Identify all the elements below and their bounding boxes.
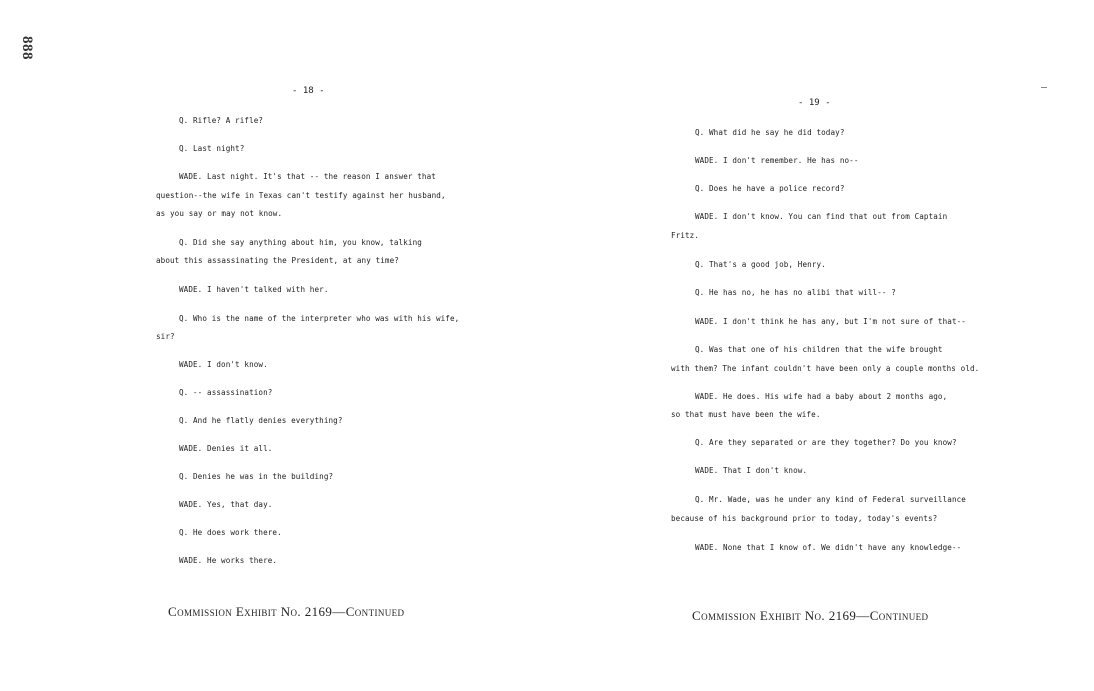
transcript-line: sir? bbox=[156, 332, 175, 341]
transcript-line: WADE. That I don't know. bbox=[695, 466, 808, 475]
transcript-line: Fritz. bbox=[671, 231, 700, 240]
transcript-line: Q. Mr. Wade, was he under any kind of Federal surveillance bbox=[695, 495, 966, 504]
transcript-line: Q. Who is the name of the interpreter who was with his wife, bbox=[179, 314, 460, 323]
transcript-line: WADE. I haven't talked with her. bbox=[179, 285, 329, 294]
transcript-line: WADE. None that I know of. We didn't have any knowledge-- bbox=[695, 543, 962, 552]
page-number: - 19 - bbox=[798, 98, 831, 108]
transcript-line: Q. What did he say he did today? bbox=[695, 128, 845, 137]
transcript-line: WADE. I don't think he has any, but I'm not sure of that-- bbox=[695, 317, 966, 326]
transcript-line: Q. He does work there. bbox=[179, 528, 282, 537]
transcript-line: WADE. He works there. bbox=[179, 556, 278, 565]
volume-page-number: 888 bbox=[19, 36, 35, 60]
transcript-line: so that must have been the wife. bbox=[671, 410, 821, 419]
transcript-line: WADE. Yes, that day. bbox=[179, 500, 273, 509]
transcript-line: WADE. He does. His wife had a baby about 2 months ago, bbox=[695, 392, 948, 401]
transcript-line: Q. Denies he was in the building? bbox=[179, 472, 334, 481]
transcript-line: Q. Does he have a police record? bbox=[695, 184, 845, 193]
scan-speck bbox=[1041, 87, 1047, 88]
transcript-line: Q. He has no, he has no alibi that will-- ? bbox=[695, 288, 896, 297]
page-number: - 18 - bbox=[292, 86, 325, 96]
transcript-line: Q. Last night? bbox=[179, 144, 245, 153]
transcript-line: Q. -- assassination? bbox=[179, 388, 273, 397]
transcript-line: WADE. Last night. It's that -- the reason I answer that bbox=[179, 172, 436, 181]
transcript-line: Q. Did she say anything about him, you know, talking bbox=[179, 238, 422, 247]
right-page bbox=[547, 0, 1094, 691]
transcript-line: Q. Was that one of his children that the wife brought bbox=[695, 345, 943, 354]
transcript-line: about this assassinating the President, at any time? bbox=[156, 256, 399, 265]
exhibit-footer bbox=[168, 604, 404, 620]
transcript-line: WADE. Denies it all. bbox=[179, 444, 273, 453]
transcript-line: question--the wife in Texas can't testify against her husband, bbox=[156, 191, 446, 200]
transcript-line: Q. Are they separated or are they together? Do you know? bbox=[695, 438, 957, 447]
transcript-line: WADE. I don't remember. He has no-- bbox=[695, 156, 859, 165]
footer-text: Commission Exhibit No. 2169—Continued bbox=[168, 604, 405, 619]
transcript-line: Q. That's a good job, Henry. bbox=[695, 260, 826, 269]
transcript-line: Q. Rifle? A rifle? bbox=[179, 116, 264, 125]
footer-text: Commission Exhibit No. 2169—Continued bbox=[692, 608, 929, 623]
transcript-line: because of his background prior to today, today's events? bbox=[671, 514, 938, 523]
transcript-line: with them? The infant couldn't have been only a couple months old. bbox=[671, 364, 980, 373]
transcript-line: WADE. I don't know. You can find that out from Captain bbox=[695, 212, 948, 221]
transcript-line: WADE. I don't know. bbox=[179, 360, 268, 369]
transcript-line: Q. And he flatly denies everything? bbox=[179, 416, 343, 425]
transcript-line: as you say or may not know. bbox=[156, 209, 283, 218]
exhibit-footer bbox=[692, 608, 928, 624]
